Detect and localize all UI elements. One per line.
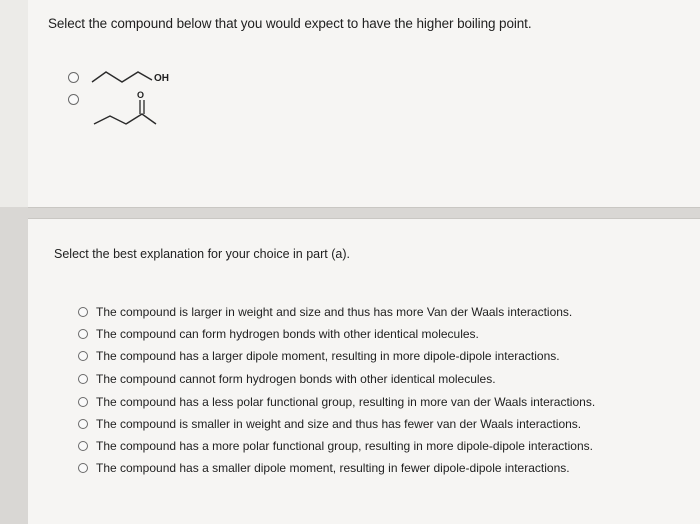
option-label: The compound is larger in weight and size and thus has more Van der Waals interactions. (96, 305, 573, 319)
option-label: The compound has a more polar functional group, resulting in more dipole-dipole interactions. (96, 439, 593, 453)
part-a-question: Select the compound below that you would expect to have the higher boiling point. (48, 16, 532, 31)
option-label: The compound can form hydrogen bonds with other identical molecules. (96, 327, 479, 341)
option-radio[interactable] (78, 441, 88, 451)
explanation-option[interactable] (78, 304, 572, 320)
explanation-option[interactable] (78, 326, 479, 342)
explanation-option[interactable] (78, 348, 560, 364)
hydroxyl-label: OH (154, 73, 169, 84)
left-margin-strip (0, 0, 28, 207)
explanation-option[interactable] (78, 371, 496, 387)
option-label: The compound has a larger dipole moment, resulting in more dipole-dipole interactions. (96, 349, 560, 363)
explanation-option[interactable] (78, 460, 570, 476)
option-label: The compound is smaller in weight and size and thus has fewer van der Waals interactions. (96, 417, 582, 431)
option-radio[interactable] (78, 351, 88, 361)
option-radio[interactable] (78, 307, 88, 317)
option-label: The compound has a smaller dipole moment, resulting in fewer dipole-dipole interactions. (96, 461, 570, 475)
compound-1-radio[interactable] (68, 72, 79, 83)
option-radio[interactable] (78, 397, 88, 407)
carbon-chain (94, 114, 156, 124)
compound-2-radio[interactable] (68, 94, 79, 105)
option-radio[interactable] (78, 419, 88, 429)
compound-2-structure[interactable] (86, 86, 176, 134)
option-radio[interactable] (78, 374, 88, 384)
explanation-option[interactable] (78, 438, 593, 454)
carbon-chain (92, 72, 152, 82)
part-b-question: Select the best explanation for your choice in part (a). (54, 247, 350, 261)
option-radio[interactable] (78, 463, 88, 473)
compound-1-structure[interactable] (86, 66, 196, 88)
explanation-option[interactable] (78, 394, 595, 410)
explanation-option[interactable] (78, 416, 581, 432)
option-radio[interactable] (78, 329, 88, 339)
option-label: The compound cannot form hydrogen bonds with other identical molecules. (96, 372, 496, 386)
carbonyl-oxygen-label: O (137, 90, 145, 100)
option-label: The compound has a less polar functional group, resulting in more van der Waals interactions. (96, 395, 596, 409)
